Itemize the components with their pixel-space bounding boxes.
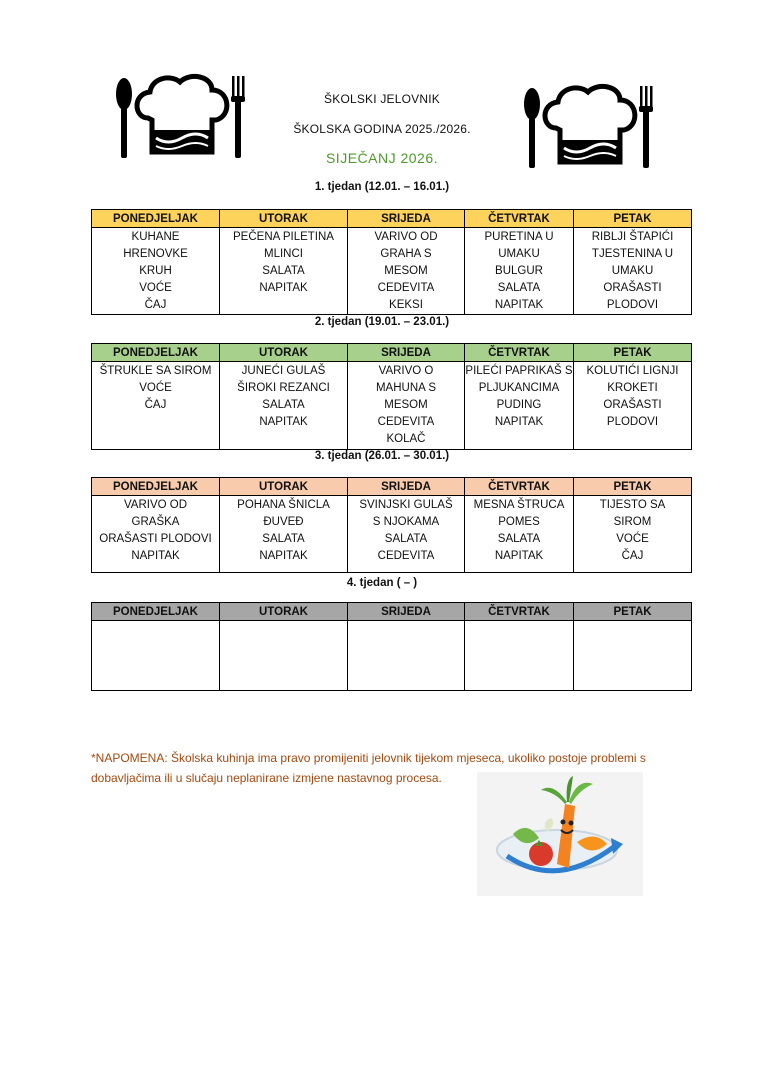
day-header-0: PONEDJELJAK (92, 603, 220, 621)
menu-item: SIROM (613, 516, 652, 528)
table-row (92, 621, 692, 691)
school-year: ŠKOLSKA GODINA 2025./2026. (293, 122, 471, 136)
day-header-3: ČETVRTAK (465, 344, 574, 362)
menu-item: PILEĆI PAPRIKAŠ S (465, 365, 573, 377)
menu-item: ŠIROKI REZANCI (237, 382, 330, 394)
menu-item: ORAŠASTI (603, 399, 662, 411)
menu-item: NAPITAK (259, 282, 308, 294)
day-header-2: SRIJEDA (348, 603, 465, 621)
menu-item: UMAKU (498, 248, 540, 260)
menu-item: SALATA (262, 533, 305, 545)
menu-item: VOĆE (616, 533, 649, 545)
menu-item: SALATA (384, 533, 428, 545)
vegetable-plate-illustration (477, 772, 643, 896)
table-header-row (92, 210, 692, 228)
menu-cell (465, 621, 574, 691)
week-2-label: 2. tjedan (19.01. – 23.01.) (314, 316, 450, 328)
menu-item: NAPITAK (259, 416, 308, 428)
menu-item: JUNEĆI GULAŠ (241, 365, 326, 377)
menu-item: ČAJ (144, 399, 167, 411)
menu-cell (348, 496, 465, 573)
day-header-2: SRIJEDA (348, 478, 465, 496)
menu-item: MESOM (384, 265, 428, 277)
day-header-3: ČETVRTAK (465, 210, 574, 228)
menu-cell (465, 362, 574, 450)
menu-item: KROKETI (607, 382, 658, 394)
menu-item: PUDING (496, 399, 542, 411)
menu-cell (574, 496, 692, 573)
menu-item: NAPITAK (494, 550, 544, 562)
menu-item: RIBLJI ŠTAPIĆI (591, 231, 674, 243)
menu-item: GRAŠKA (131, 516, 180, 528)
table-row (92, 496, 692, 573)
day-header-1: UTORAK (220, 210, 348, 228)
menu-cell (348, 362, 465, 450)
menu-cell (574, 621, 692, 691)
menu-item: ČAJ (144, 299, 167, 311)
day-header-3: ČETVRTAK (465, 603, 574, 621)
menu-item: PURETINA U (484, 231, 554, 243)
week-3-menu-table (91, 477, 692, 573)
menu-cell (348, 228, 465, 315)
menu-cell (220, 621, 348, 691)
week-1-label: 1. tjedan (12.01. – 16.01.) (314, 181, 450, 193)
menu-item: TIJESTO SA (599, 499, 666, 511)
menu-item: SALATA (262, 265, 305, 277)
menu-change-note: *NAPOMENA: Školska kuhinja ima pravo promijeniti jelovnik tijekom mjeseca, ukoliko postoje problemi s dobavljačima ili u slučaju neplanirane izmjene nastavnog procesa. (91, 751, 646, 785)
menu-item: ORAŠASTI (603, 282, 662, 294)
menu-cell (220, 496, 348, 573)
table-header-row (92, 603, 692, 621)
menu-cell (92, 621, 220, 691)
table-row (92, 362, 692, 450)
day-header-0: PONEDJELJAK (92, 344, 220, 362)
day-header-2: SRIJEDA (348, 210, 465, 228)
menu-item: SALATA (497, 533, 541, 545)
day-header-4: PETAK (574, 603, 692, 621)
menu-item: PLJUKANCIMA (478, 382, 560, 394)
menu-item: SALATA (262, 399, 305, 411)
menu-cell (574, 228, 692, 315)
menu-item: NAPITAK (494, 299, 544, 311)
day-header-4: PETAK (574, 478, 692, 496)
day-header-0: PONEDJELJAK (92, 478, 220, 496)
table-header-row (92, 344, 692, 362)
menu-cell (348, 621, 465, 691)
menu-item: ĐUVEĐ (263, 516, 304, 528)
menu-item: KOLUTIĆI LIGNJI (586, 365, 679, 377)
menu-item: CEDEVITA (377, 550, 435, 562)
week-4-label: 4. tjedan ( – ) (346, 577, 418, 589)
day-header-1: UTORAK (220, 344, 348, 362)
menu-item: NAPITAK (131, 550, 180, 562)
week-4-menu-table (91, 602, 692, 691)
menu-item: S NJOKAMA (372, 516, 440, 528)
menu-item: POMES (498, 516, 540, 528)
day-header-1: UTORAK (220, 478, 348, 496)
menu-cell (465, 496, 574, 573)
menu-item: NAPITAK (259, 550, 308, 562)
menu-item: KEKSI (389, 299, 423, 311)
menu-cell (220, 362, 348, 450)
menu-item: CEDEVITA (377, 416, 435, 428)
menu-item: ORAŠASTI PLODOVI (99, 533, 212, 545)
day-header-4: PETAK (574, 210, 692, 228)
menu-cell (92, 228, 220, 315)
menu-item: CEDEVITA (377, 282, 435, 294)
page-title: ŠKOLSKI JELOVNIK (324, 92, 440, 106)
week-2-menu-table (91, 343, 692, 450)
chef-hat-cutlery-icon (112, 72, 252, 162)
menu-item: UMAKU (611, 265, 654, 277)
table-row (92, 228, 692, 315)
menu-item: SVINJSKI GULAŠ (359, 499, 453, 511)
menu-item: NAPITAK (494, 416, 544, 428)
day-header-4: PETAK (574, 344, 692, 362)
menu-item: BULGUR (495, 265, 543, 277)
week-3-label: 3. tjedan (26.01. – 30.01.) (314, 450, 450, 462)
month-title: SIJEČANJ 2026. (325, 150, 439, 166)
menu-item: KOLAČ (386, 433, 426, 445)
menu-item: KRUH (139, 265, 172, 277)
menu-item: MLINCI (264, 248, 303, 260)
menu-item: PEČENA PILETINA (233, 231, 334, 243)
menu-item: VARIVO OD (374, 231, 438, 243)
menu-item: VOĆE (139, 382, 172, 394)
day-header-3: ČETVRTAK (465, 478, 574, 496)
table-header-row (92, 478, 692, 496)
day-header-2: SRIJEDA (348, 344, 465, 362)
menu-cell (92, 362, 220, 450)
menu-cell (92, 496, 220, 573)
menu-item: TJESTENINA U (591, 248, 674, 260)
menu-item: VOĆE (139, 282, 172, 294)
menu-item: MESNA ŠTRUCA (473, 499, 565, 511)
menu-item: ŠTRUKLE SA SIROM (99, 365, 212, 377)
menu-item: VARIVO O (378, 365, 434, 377)
menu-item: GRAHA S (380, 248, 432, 260)
menu-item: MAHUNA S (375, 382, 437, 394)
menu-cell (465, 228, 574, 315)
day-header-0: PONEDJELJAK (92, 210, 220, 228)
menu-cell (220, 228, 348, 315)
menu-item: KUHANE (131, 231, 180, 243)
menu-item: ČAJ (621, 550, 644, 562)
menu-item: MESOM (384, 399, 428, 411)
menu-item: HRENOVKE (123, 248, 188, 260)
menu-item: SALATA (497, 282, 541, 294)
menu-item: POHANA ŠNICLA (237, 499, 330, 511)
day-header-1: UTORAK (220, 603, 348, 621)
menu-item: PLODOVI (606, 299, 659, 311)
week-1-menu-table (91, 209, 692, 315)
menu-item: PLODOVI (606, 416, 659, 428)
menu-cell (574, 362, 692, 450)
menu-item: VARIVO OD (123, 499, 188, 511)
